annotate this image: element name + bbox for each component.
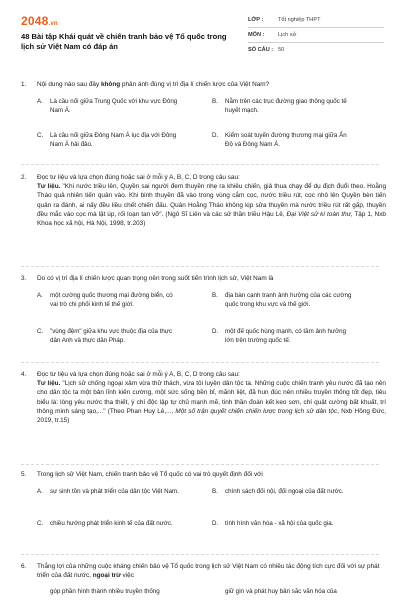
question-number: 3. bbox=[21, 275, 27, 282]
source-passage: Tư liệu. "Lịch sử chống ngoại xâm vừa thử thách, vừa tôi luyện dân tộc ta. Những cuộc chiến tranh yêu nước đã tạo nên cho dân tộc ta một bản lĩnh kiên cường, một sức sống bền bỉ, mãnh liệt, đã hun đúc nên nhiều truyền thống tốt đẹp, tiêu biểu là: lòng yêu nước tha thiết, ý chí độc lập tự chủ mạnh mẽ, tinh thần đoàn kết keo sơn, chí quật cường bất khuất, trí thông minh sáng tạo,..." (Theo Phan Huy Lê,..., Một số trận quyết chiến chiến lược trong lịch sử dân tộc, Nxb Hồng Đức, 2019, tr.15) bbox=[37, 380, 386, 425]
options-q1 bbox=[37, 98, 382, 154]
meta-table bbox=[248, 13, 384, 57]
question-number: 2. bbox=[21, 174, 27, 181]
option-a[interactable]: A. sự sinh tồn và phát triển của dân tộc Việt Nam. bbox=[37, 488, 179, 495]
divider bbox=[21, 362, 379, 364]
option-b[interactable]: B. địa bàn cạnh tranh ảnh hưởng của các cường quốc trong khu vực và thế giới. bbox=[212, 292, 352, 308]
option-b[interactable]: B. chính sách đối nội, đối ngoại của đất nước. bbox=[212, 488, 344, 495]
question-text: Trong lịch sử Việt Nam, chiến tranh bảo vệ Tổ quốc có vai trò quyết định đối với bbox=[37, 471, 263, 478]
option-c[interactable]: C. Là cầu nối giữa Đông Nam Á lục địa với Đông Nam Á hải đảo. bbox=[37, 132, 177, 148]
question-text: Đọc tư liệu và lựa chọn đúng hoặc sai ở mỗi ý A, B, C, D trong câu sau: bbox=[37, 371, 240, 378]
meta-row-subject bbox=[248, 28, 384, 43]
question-number: 1. bbox=[21, 81, 27, 88]
page-header bbox=[0, 0, 400, 62]
option-a[interactable]: góp phần hình thành nhiều truyền thống bbox=[50, 588, 160, 595]
divider bbox=[21, 554, 379, 556]
divider bbox=[21, 266, 379, 268]
option-a[interactable]: A. Là cầu nối giữa Trung Quốc với khu vực Đông Nam Á. bbox=[37, 98, 178, 114]
option-b[interactable]: B. Nằm trên các trục đường giao thông quốc tế huyết mạch. bbox=[212, 98, 347, 114]
options-q6 bbox=[37, 588, 382, 600]
divider bbox=[21, 164, 379, 166]
question-6 bbox=[21, 562, 386, 580]
question-text: Do có vị trí địa lí chiến lược quan trọng nên trong suốt tiến trình lịch sử, Việt Nam là bbox=[37, 275, 274, 282]
question-text: Nội dung nào sau đây không phản ánh đúng vị trí địa lí chiến lược của Việt Nam? bbox=[37, 81, 270, 88]
option-d[interactable]: D. một đế quốc hùng mạnh, có tầm ảnh hưởng lớn trên trường quốc tế. bbox=[212, 328, 347, 344]
meta-row-count bbox=[248, 43, 384, 57]
option-d[interactable]: D. Kiểm soát tuyến đường thương mại giữa Ấn Độ và Đông Nam Á. bbox=[212, 132, 347, 148]
question-3 bbox=[21, 274, 386, 283]
question-number: 4. bbox=[21, 371, 27, 378]
source-passage: Tư liệu. "Khi nước triều lên, Quyền sai người đem thuyền nhẹ ra khiêu chiến, giả thua chạy để dụ địch đuổi theo. Hoằng Tháo quả nhiên tiến quân vào. Khi binh thuyền đã vào trong vùng cắm cọc, nước triều rút, cọc nhô lên Quyền bèn tiến quân ra đánh, ai nấy đều liều chết chiến đấu. Quân Hoằng Tháo không kịp sửa thuyền mà nước triều rút rất gấp, thuyền đều mắc vào cọc mà lật úp, rối loạn tan vỡ". (Ngô Sĩ Liên và các sử thần triều Hậu Lê, Đại Việt sử kí toàn thư, Tập 1, Nxb Khoa học xã hội, Hà Nội, 1998, tr.203) bbox=[37, 183, 386, 228]
question-text: Thắng lợi của những cuộc kháng chiến bảo vệ Tổ quốc trong lịch sử Việt Nam có nhiều tác động tích cực đối với sự phát triển của đất nước, ngoại trừ việc bbox=[37, 563, 380, 580]
options-q5 bbox=[37, 488, 382, 548]
option-b[interactable]: giữ gìn và phát huy bản sắc văn hóa của bbox=[225, 588, 337, 595]
question-text: Đọc tư liệu và lựa chọn đúng hoặc sai ở mỗi ý A, B, C, D trong câu sau: bbox=[37, 174, 240, 181]
option-c[interactable]: C. chiều hướng phát triển kinh tế của đất nước. bbox=[37, 520, 173, 527]
question-number: 6. bbox=[21, 563, 27, 570]
page-title: 48 Bài tập Khái quát về chiến tranh bảo vệ Tổ quốc trong lịch sử Việt Nam có đáp án bbox=[21, 32, 227, 51]
meta-key: MÔN : bbox=[248, 32, 265, 38]
meta-row-class bbox=[248, 13, 384, 28]
options-q3 bbox=[37, 292, 382, 356]
option-a[interactable]: A. một cường quốc thương mại đường biển, có vai trò chi phối kinh tế thế giới. bbox=[37, 292, 173, 308]
meta-key: LỚP : bbox=[248, 17, 264, 23]
divider bbox=[21, 464, 379, 466]
question-2 bbox=[21, 173, 386, 228]
site-logo[interactable]: 2048.vn bbox=[21, 14, 58, 28]
question-number: 5. bbox=[21, 471, 27, 478]
meta-value: Lịch sử bbox=[278, 32, 297, 38]
option-d[interactable]: D. tình hình văn hóa - xã hội của quốc gia. bbox=[212, 520, 334, 527]
question-1 bbox=[21, 80, 386, 89]
option-c[interactable]: C. "vùng đệm" giữa khu vực thuộc địa của thực dân Anh và thực dân Pháp. bbox=[37, 328, 173, 344]
meta-key: SỐ CÂU : bbox=[248, 47, 274, 53]
question-5 bbox=[21, 470, 386, 479]
meta-value: 50 bbox=[278, 47, 285, 53]
meta-value: Tốt nghiệp THPT bbox=[278, 17, 321, 23]
question-4 bbox=[21, 370, 386, 425]
